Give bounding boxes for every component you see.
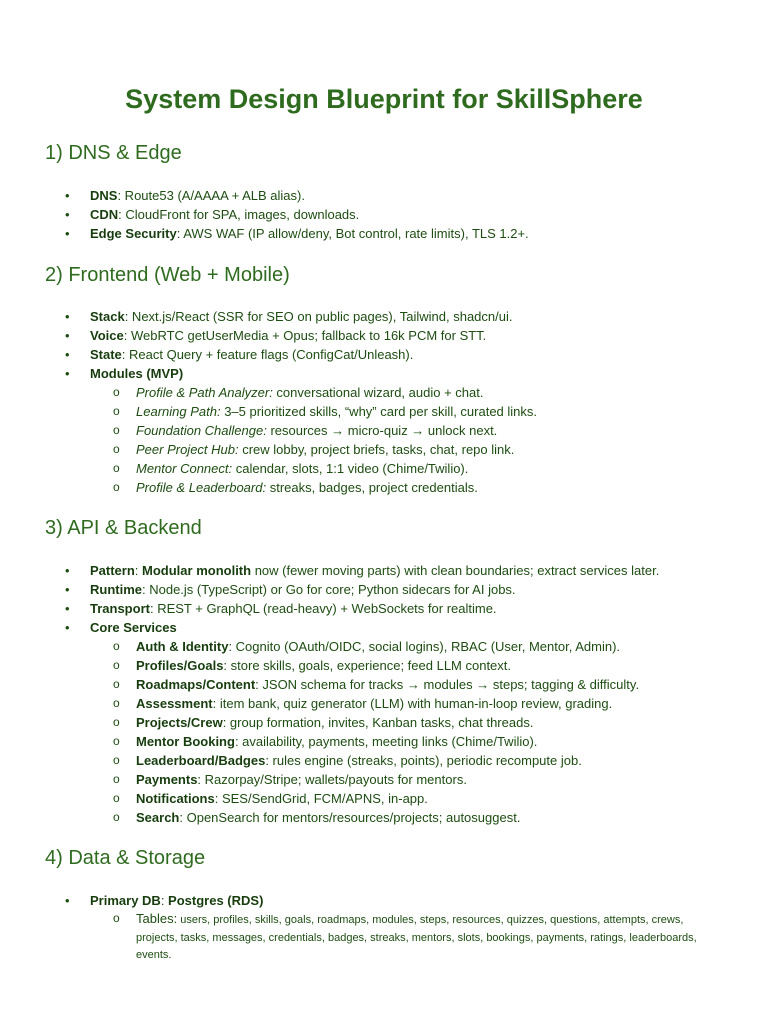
item-key: Pattern [90,563,135,578]
circle-bullet-icon: o [113,658,120,672]
bullet-icon: • [65,347,70,362]
list-item [0,561,659,580]
list-item [0,345,537,364]
list-item [0,307,537,326]
list-item [0,618,659,637]
dns-edge-list [0,186,529,243]
item-key: Runtime [90,582,142,597]
list-item [0,205,529,224]
sub-list-item [0,637,659,656]
sub-item-text: : JSON schema for tracks → modules → steps; tagging & difficulty. [255,677,640,692]
sub-item-key: Mentor Connect: [136,461,233,476]
sub-list-item [0,421,537,440]
circle-bullet-icon: o [113,734,120,748]
item-text: : AWS WAF (IP allow/deny, Bot control, rate limits), TLS 1.2+. [176,226,529,241]
item-text: : CloudFront for SPA, images, downloads. [118,207,360,222]
list-item [0,580,659,599]
circle-bullet-icon: o [113,461,120,475]
sub-item-text: crew lobby, project briefs, tasks, chat, repo link. [238,442,515,457]
sub-list-item [0,808,659,827]
item-text: : Route53 (A/AAAA + ALB alias). [117,188,305,203]
circle-bullet-icon: o [113,791,120,805]
sub-item-key: Peer Project Hub: [136,442,239,457]
sub-item-text: : Razorpay/Stripe; wallets/payouts for mentors. [197,772,467,787]
sub-item-key: Leaderboard/Badges [136,753,266,768]
sub-item-key: Search [136,810,180,825]
sub-list-item [0,402,537,421]
section-heading-dns-edge: 1) DNS & Edge [45,142,182,164]
section-heading-api-backend: 3) API & Backend [45,517,202,539]
circle-bullet-icon: o [113,677,120,691]
sub-item-text: : group formation, invites, Kanban tasks, chat threads. [222,715,534,730]
circle-bullet-icon: o [113,911,120,925]
sub-item-text: conversational wizard, audio + chat. [272,385,484,400]
sub-item-text: : store skills, goals, experience; feed LLM context. [223,658,512,673]
item-key: Voice [90,328,124,343]
sub-item-key: Projects/Crew [136,715,223,730]
sub-list-item [0,751,659,770]
sub-item-key: Mentor Booking [136,734,235,749]
sub-item-key: Profiles/Goals [136,658,224,673]
item-separator: : [134,563,143,578]
section-heading-frontend: 2) Frontend (Web + Mobile) [45,264,290,286]
sub-item-text: : availability, payments, meeting links (Chime/Twilio). [234,734,538,749]
sub-item-text: : SES/SendGrid, FCM/APNS, in-app. [214,791,428,806]
bullet-icon: • [65,563,70,578]
circle-bullet-icon: o [113,639,120,653]
list-item [0,224,529,243]
sub-item-key: Tables: [136,911,178,926]
circle-bullet-icon: o [113,810,120,824]
sub-item-text: : item bank, quiz generator (LLM) with human-in-loop review, grading. [212,696,613,711]
sub-list-item [0,440,537,459]
sub-item-text: : Cognito (OAuth/OIDC, social logins), RBAC (User, Mentor, Admin). [228,639,621,654]
item-text: : Node.js (TypeScript) or Go for core; Python sidecars for AI jobs. [142,582,516,597]
sub-list-item [0,694,659,713]
sub-item-text: users, profiles, skills, goals, roadmaps, modules, steps, resources, quizzes, questions, attempts, crews, projects, tasks, messages, credentials, badges, streaks, mentors, slots, bookings, payments, ratings, leaderboards, events. [136,914,697,961]
item-key-secondary: Postgres (RDS) [168,893,264,908]
item-key: State [90,347,122,362]
sub-item-key: Foundation Challenge: [136,423,267,438]
sub-item-text: 3–5 prioritized skills, “why” card per skill, curated links. [220,404,538,419]
section-heading-data-storage: 4) Data & Storage [45,847,206,869]
bullet-icon: • [65,366,70,381]
item-key: Modules (MVP) [90,366,184,381]
item-text: : WebRTC getUserMedia + Opus; fallback to 16k PCM for STT. [123,328,487,343]
sub-list-item [0,713,659,732]
item-key: Transport [90,601,150,616]
item-text: : Next.js/React (SSR for SEO on public pages), Tailwind, shadcn/ui. [124,309,513,324]
sub-list-item [0,770,659,789]
circle-bullet-icon: o [113,423,120,437]
sub-list-item [0,789,659,808]
bullet-icon: • [65,620,70,635]
list-item [0,186,529,205]
circle-bullet-icon: o [113,404,120,418]
sub-list-item [0,383,537,402]
circle-bullet-icon: o [113,480,120,494]
item-separator: : [160,893,169,908]
sub-item-key: Roadmaps/Content [136,677,256,692]
list-item [0,891,726,910]
sub-item-key: Learning Path: [136,404,221,419]
sub-item-key: Auth & Identity [136,639,229,654]
bullet-icon: • [65,893,70,908]
circle-bullet-icon: o [113,753,120,767]
item-key: Stack [90,309,125,324]
circle-bullet-icon: o [113,442,120,456]
sub-list-item [0,459,537,478]
bullet-icon: • [65,226,70,241]
bullet-icon: • [65,207,70,222]
sub-item-key: Profile & Path Analyzer: [136,385,273,400]
item-key: Edge Security [90,226,177,241]
sub-item-text: : OpenSearch for mentors/resources/projects; autosuggest. [179,810,521,825]
circle-bullet-icon: o [113,772,120,786]
bullet-icon: • [65,601,70,616]
sub-item-text: streaks, badges, project credentials. [266,480,478,495]
sub-list-item [0,675,659,694]
item-key: CDN [90,207,119,222]
sub-item-text: calendar, slots, 1:1 video (Chime/Twilio). [232,461,469,476]
item-key: DNS [90,188,118,203]
list-item [0,326,537,345]
item-key: Core Services [90,620,177,635]
data-storage-list [0,891,726,965]
sub-item-text: resources → micro-quiz → unlock next. [266,423,498,438]
bullet-icon: • [65,309,70,324]
item-key-secondary: Modular monolith [142,563,252,578]
item-text: : React Query + feature flags (ConfigCat/Unleash). [121,347,414,362]
circle-bullet-icon: o [113,715,120,729]
sub-item-key: Assessment [136,696,213,711]
sub-list-item [0,478,537,497]
sub-item-key: Payments [136,772,198,787]
document-title: System Design Blueprint for SkillSphere [125,84,643,114]
item-text: now (fewer moving parts) with clean boundaries; extract services later. [251,563,660,578]
list-item [0,599,659,618]
sub-item-text: : rules engine (streaks, points), periodic recompute job. [265,753,582,768]
sub-list-item [0,732,659,751]
frontend-list [0,307,537,497]
item-key: Primary DB [90,893,161,908]
list-item [0,364,537,383]
sub-item-key: Profile & Leaderboard: [136,480,267,495]
sub-item-key: Notifications [136,791,215,806]
circle-bullet-icon: o [113,696,120,710]
api-backend-list [0,561,659,827]
bullet-icon: • [65,328,70,343]
bullet-icon: • [65,582,70,597]
item-text: : REST + GraphQL (read-heavy) + WebSockets for realtime. [149,601,497,616]
sub-list-item [0,910,726,965]
sub-list-item [0,656,659,675]
bullet-icon: • [65,188,70,203]
circle-bullet-icon: o [113,385,120,399]
